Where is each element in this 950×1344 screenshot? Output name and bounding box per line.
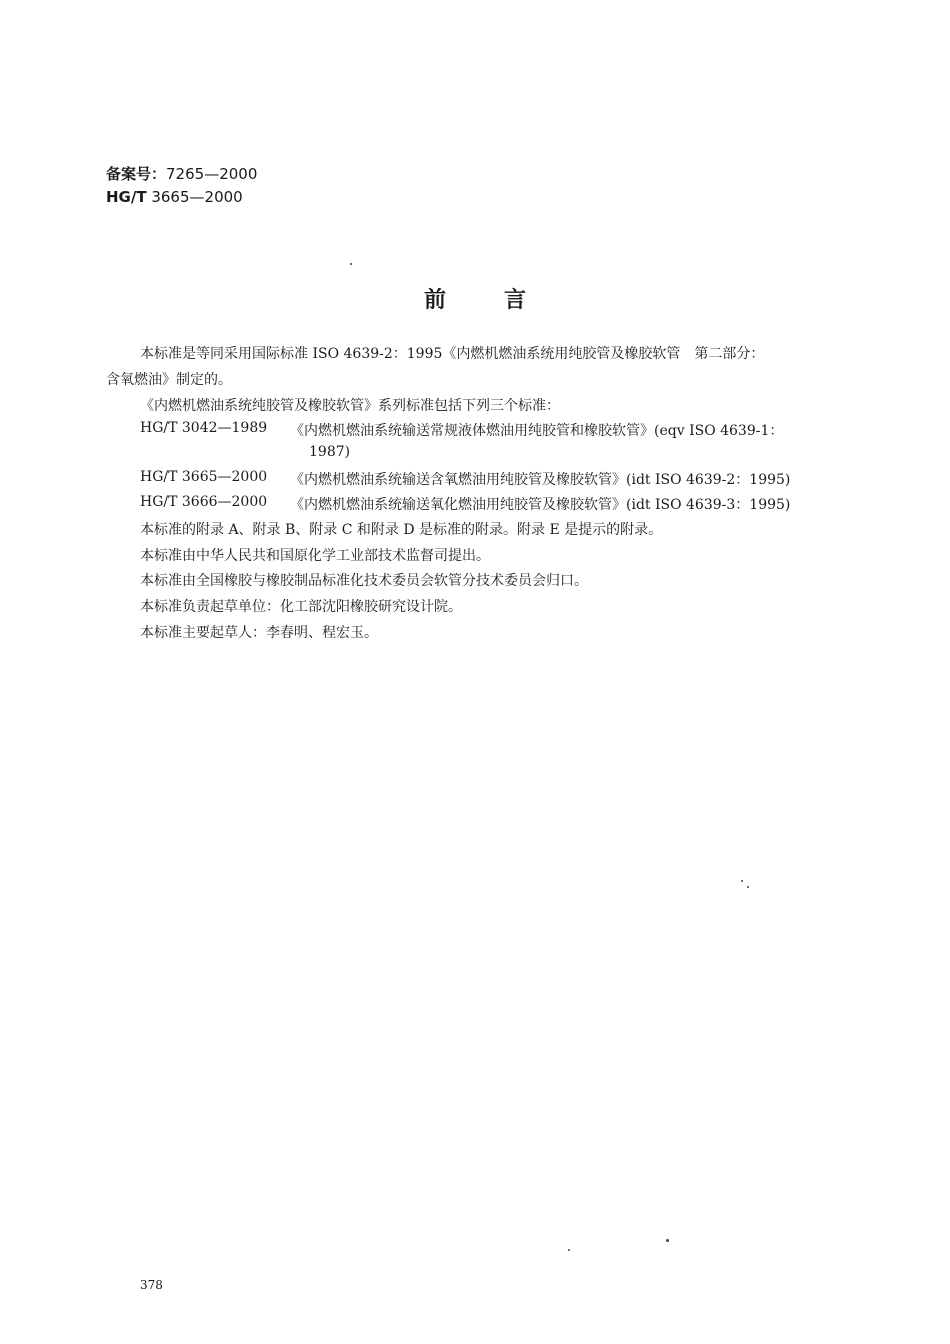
page-title: 前言 xyxy=(423,288,584,313)
standard-title-1-line-1: 《内燃机燃油系统输送常规液体燃油用纯胶管和橡胶软管》(eqv ISO 4639-1： xyxy=(290,423,784,439)
standard-prefix: HG/T xyxy=(106,188,147,206)
paragraph-proposer: 本标准由中华人民共和国原化学工业部技术监督司提出。 xyxy=(140,548,490,564)
scan-speck xyxy=(741,880,743,882)
paragraph-committee: 本标准由全国橡胶与橡胶制品标准化技术委员会软管分技术委员会归口。 xyxy=(140,573,588,589)
paragraph-2: 《内燃机燃油系统纯胶管及橡胶软管》系列标准包括下列三个标准： xyxy=(140,398,560,414)
paragraph-drafters: 本标准主要起草人：李春明、程宏玉。 xyxy=(140,625,378,641)
scan-speck xyxy=(350,263,352,265)
record-label: 备案号： xyxy=(106,165,167,183)
paragraph-1-line-2: 含氧燃油》制定的。 xyxy=(106,372,232,388)
standard-title-3: 《内燃机燃油系统输送氧化燃油用纯胶管及橡胶软管》(idt ISO 4639-3：1995) xyxy=(290,497,791,513)
paragraph-1-line-1: 本标准是等同采用国际标准 ISO 4639-2：1995《内燃机燃油系统用纯胶管及橡胶软管 第二部分： xyxy=(140,346,765,362)
record-number-line xyxy=(106,163,257,186)
standard-number-line xyxy=(106,186,257,209)
standard-code-3: HG/T 3666—2000 xyxy=(140,494,268,510)
paragraph-drafting-unit: 本标准负责起草单位：化工部沈阳橡胶研究设计院。 xyxy=(140,599,462,615)
page-number: 378 xyxy=(140,1278,163,1292)
standard-title-1-line-2: 1987) xyxy=(309,444,351,460)
document-header xyxy=(106,163,257,209)
standard-code-1: HG/T 3042—1989 xyxy=(140,420,268,436)
record-number: 7265—2000 xyxy=(166,165,258,183)
paragraph-appendix: 本标准的附录 A、附录 B、附录 C 和附录 D 是标准的附录。附录 E 是提示的附录。 xyxy=(140,522,663,538)
standard-number: 3665—2000 xyxy=(146,188,243,206)
standard-title-2: 《内燃机燃油系统输送含氧燃油用纯胶管及橡胶软管》(idt ISO 4639-2：1995) xyxy=(290,472,791,488)
scan-speck xyxy=(568,1249,570,1251)
scan-speck xyxy=(747,886,749,888)
scan-speck xyxy=(666,1239,669,1242)
standard-code-2: HG/T 3665—2000 xyxy=(140,469,268,485)
